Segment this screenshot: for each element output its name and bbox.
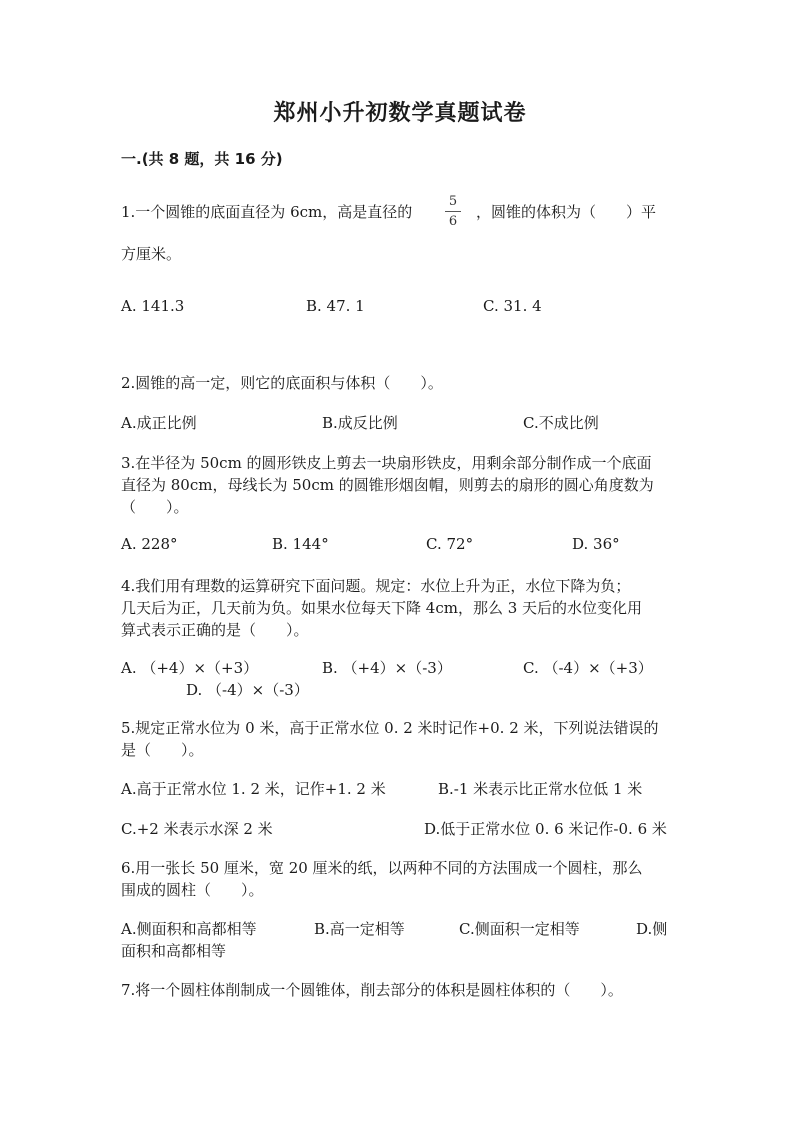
question-1-option-a: A. 141.3 [121, 297, 185, 315]
question-2-option-c: C.不成比例 [523, 414, 599, 432]
fraction-denominator: 6 [448, 214, 458, 229]
question-3-text-line1: 3.在半径为 50cm 的圆形铁皮上剪去一块扇形铁皮，用剩余部分制作成一个底面 [121, 454, 652, 472]
question-5-option-c: C.+2 米表示水深 2 米 [121, 820, 273, 838]
question-6-option-d-continued: 面积和高都相等 [121, 942, 227, 960]
question-4-option-c: C. （-4）×（+3） [523, 659, 653, 677]
question-4-text-line3: 算式表示正确的是（ ）。 [121, 621, 309, 639]
question-5-text-line2: 是（ ）。 [121, 741, 204, 759]
page-title: 郑州小升初数学真题试卷 [273, 101, 527, 126]
question-4-option-d: D. （-4）×（-3） [186, 681, 309, 699]
question-5-option-b: B.-1 米表示比正常水位低 1 米 [438, 780, 643, 798]
question-3-text-line2: 直径为 80cm，母线长为 50cm 的圆锥形烟囱帽，则剪去的扇形的圆心角度数为 [121, 476, 654, 494]
question-6-option-b: B.高一定相等 [314, 920, 405, 938]
question-2-text: 2.圆锥的高一定，则它的底面积与体积（ ）。 [121, 374, 443, 392]
question-4-text-line2: 几天后为正，几天前为负。如果水位每天下降 4cm，那么 3 天后的水位变化用 [121, 599, 643, 617]
question-4-text-line1: 4.我们用有理数的运算研究下面问题。规定：水位上升为正，水位下降为负； [121, 577, 631, 595]
question-1-text-before: 1.一个圆锥的底面直径为 6cm，高是直径的 [121, 203, 413, 221]
question-4-option-a: A. （+4）×（+3） [121, 659, 259, 677]
question-1-text-line2: 方厘米。 [121, 245, 182, 263]
fraction-bar [445, 211, 461, 212]
question-1-fraction [444, 194, 462, 229]
question-5-option-d: D.低于正常水位 0. 6 米记作-0. 6 米 [424, 820, 667, 838]
question-6-text-line2: 围成的圆柱（ ）。 [121, 881, 264, 899]
question-3-text-line3: （ ）。 [121, 498, 189, 516]
question-3-option-a: A. 228° [121, 535, 178, 553]
question-4-option-b: B. （+4）×（-3） [322, 659, 452, 677]
question-3-option-b: B. 144° [272, 535, 329, 553]
question-5-option-a: A.高于正常水位 1. 2 米，记作+1. 2 米 [121, 780, 386, 798]
question-1-option-b: B. 47. 1 [306, 297, 365, 315]
question-5-text-line1: 5.规定正常水位为 0 米，高于正常水位 0. 2 米时记作+0. 2 米，下列说法错误的 [121, 719, 659, 737]
question-3-option-d: D. 36° [572, 535, 620, 553]
question-2-option-a: A.成正比例 [121, 414, 197, 432]
question-6-option-d: D.侧 [636, 920, 668, 938]
question-7-text: 7.将一个圆柱体削制成一个圆锥体，削去部分的体积是圆柱体积的（ ）。 [121, 981, 623, 999]
fraction-numerator: 5 [448, 194, 458, 209]
question-6-option-c: C.侧面积一定相等 [459, 920, 580, 938]
question-1-option-c: C. 31. 4 [483, 297, 542, 315]
question-6-option-a: A.侧面积和高都相等 [121, 920, 257, 938]
section-heading: 一.(共 8 题，共 16 分) [121, 150, 283, 168]
question-6-text-line1: 6.用一张长 50 厘米，宽 20 厘米的纸，以两种不同的方法围成一个圆柱，那么 [121, 859, 643, 877]
question-2-option-b: B.成反比例 [322, 414, 398, 432]
question-3-option-c: C. 72° [426, 535, 474, 553]
question-1-text-after: ，圆锥的体积为（ ）平 [476, 203, 657, 221]
